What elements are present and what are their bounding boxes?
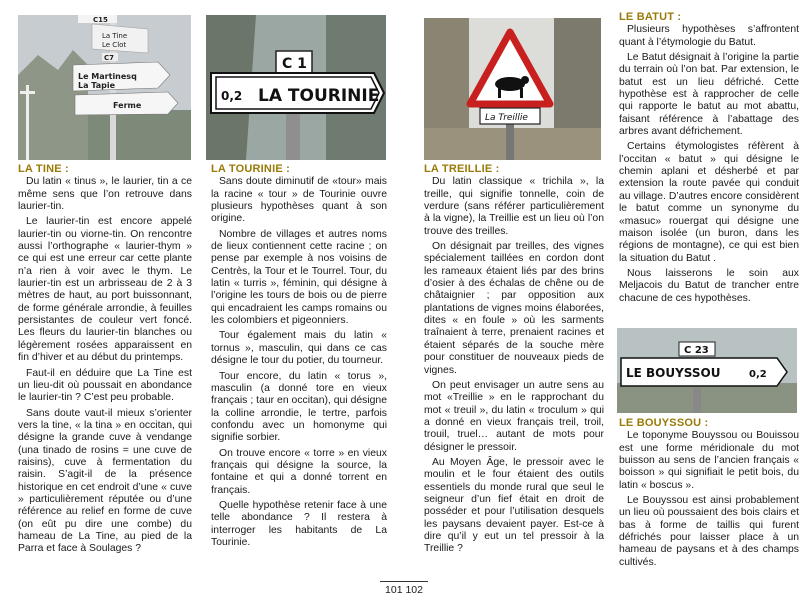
section-title: LE BATUT : (619, 11, 682, 23)
paragraph: Le laurier-tin est encore appelé laurier-tin ou viorne-tin. On rencontre aussi l’orthographe « laurier-thym » ce qui est une erreur car cette plante n’a rien à voir avec le thym. Le laurier-tin est un arbrisseau de 2 à 3 mètres de haut, au port buissonnant, de forme générale arrondie, à feuilles persistantes de couleur vert foncé. Les fleurs du laurier-tin blanches ou légèrement rosées apparaissent en fin d’hiver et au début du printemps. (18, 216, 192, 364)
paragraph: On trouve encore « torre » en vieux français qui désigne la source, la fontaine et qui a donné torrent en français. (211, 447, 387, 496)
paragraph: Tour encore, du latin « torus », masculin (a donné tore en vieux français ; taur en occitan), qui désigne la colline arrondie, le tertre, parfois confondu avec un homonyme qui signifie sorbier. (211, 370, 387, 444)
paragraph: Tour également mais du latin « tornus », masculin, qui dans ce cas désigne le tour du potier, du tourneur. (211, 330, 387, 367)
photo-la-tine (18, 15, 191, 160)
section-title: LE BOUYSSOU : (619, 417, 709, 429)
photo-la-treillie (424, 18, 601, 160)
paragraph: Certains étymologistes réfèrent à l’occitan « batut » qui désigne le chemin aplani et désherbé et par extension la route pavée qui conduit au village. D’autres encore considèrent le batut comme un synonyme du «masuc» rouergat qui désigne une maison isolée (un buron, dans les régions de montagne), ce qui est bien la situation du Batut . (619, 141, 799, 264)
road-sign-illustration (617, 328, 797, 413)
paragraph: Plusieurs hypothèses s’affrontent quant à l’étymologie du Batut. (619, 24, 799, 48)
paragraph: Nous laisserons le soin aux Meljacois du Batut de trancher entre chacune de ces hypothèses. (619, 267, 799, 304)
section-la-treillie (424, 163, 604, 559)
distance: 0,2 (749, 369, 767, 380)
sign-la-tine: La Tine (102, 32, 128, 40)
paragraph: Le Batut désignait à l’origine la partie du terrain où l’on bat. Par extension, le batut est un lieu défriché. Cette hypothèse est à rapprocher de celle qui rapporte le batut au mot abattu, faisant référence à l’abattage des arbres avant défrichement. (619, 52, 799, 138)
paragraph: Le toponyme Bouyssou ou Bouissou est une forme méridionale du mot buisson au sens de l’ancien français « boisson » qui signifiait le petit bois, du latin « boscus ». (619, 430, 799, 491)
paragraph: Au Moyen Âge, le pressoir avec le moulin et le four étaient des outils essentiels du monde rural que seul le seigneur d’un fief était en droit de posséder et pour l’utilisation desquels les paysans devaient payer. Est-ce à dire qu’il y eut un tel pressoir à la Treillie ? (424, 456, 604, 555)
paragraph: Du latin classique « trichila », la treille, qui signifie tonnelle, coin de verdure (sans référer particulièrement à la vigne), la Treillie est un lieu où l’on trouve des treilles. (424, 176, 604, 237)
photo-le-bouyssou (617, 328, 797, 413)
photo-la-tourinie (206, 15, 386, 160)
road-sign-illustration (206, 15, 386, 160)
sign-le-martinesq: Le Martinesq (78, 72, 137, 81)
paragraph: Nombre de villages et autres noms de lieux contiennent cette racine ; on pense par exemple à nos voisins de Centrès, la Tour et le Tourrel. Tour, du latin « turris », féminin, qui désigne à l’origine les tours de bois ou de pierre qui encadraient les camps romains ou les colombiers et pigeonniers. (211, 228, 387, 327)
signpost-illustration (18, 15, 191, 160)
road-number: C 23 (684, 345, 709, 356)
sign-la-treillie: La Treillie (485, 113, 528, 123)
road-number: C 1 (282, 56, 307, 72)
sign-le-clot: Le Clot (102, 41, 127, 49)
paragraph: Quelle hypothèse retenir face à une telle abondance ? Il restera à interroger les habitants de La Tourinie. (211, 499, 387, 548)
sign-la-tapie: La Tapie (78, 81, 115, 90)
section-la-tine (18, 163, 192, 559)
section-title: LA TREILLIE : (424, 163, 500, 175)
sign-ferme: Ferme (113, 101, 142, 110)
section-le-bouyssou (619, 417, 799, 572)
paragraph: Faut-il en déduire que La Tine est un lieu-dit où poussait en abondance le laurier-tin ? C’est peu probable. (18, 367, 192, 404)
sign-le-bouyssou: LE BOUYSSOU (626, 366, 721, 380)
paragraph: On peut envisager un autre sens au mot «Treillie » en le rapprochant du mot « treuil », du latin « troculum » qui a donné en vieux français treil, troil, trouil, truel… autant de mots pour désigner le pressoir. (424, 379, 604, 453)
paragraph: On désignait par treilles, des vignes spécialement taillées en cordon dont les rameaux étaient liés par des brins d’osier à des échalas de chêne ou de châtaignier ; par opposition aux plantations de vignes moins élaborées, dites « en foule » où les sarments traînaient à terre, prenaient racines et étaient séparés de la souche mère pour constituer de nouveaux pieds de vignes. (424, 241, 604, 376)
paragraph: Sans doute vaut-il mieux s’orienter vers la tine, « la tina » en occitan, qui désigne la grande cuve à vendange (una tinado de rosins = une cuve de raisins), cuve à fermentation du raisin. S’agit-il de la présence historique en cet endroit d’une « cuve » particulièrement réputée ou d’une référence au relief en forme de cuve (on eût pu dire une combe) du hameau de La Tine, au pied de la Parra et face à Soulages ? (18, 407, 192, 555)
sign-la-tourinie: LA TOURINIE (258, 86, 380, 106)
section-le-batut (619, 11, 799, 308)
paragraph: Sans doute diminutif de «tour» mais la racine « tour » de Tourinie ouvre plusieurs hypothèses quant à son origine. (211, 176, 387, 225)
page-numbers: 101 102 (380, 581, 428, 596)
cattle-sign-illustration (424, 18, 601, 160)
sign-c15: C15 (93, 16, 108, 24)
sign-c7: C7 (104, 54, 115, 62)
paragraph: Le Bouyssou est ainsi probablement un lieu où poussaient des bois clairs et bas à forme de taillis qui furent défrichés pour laisser place à un hameau de paysans et à des champs cultivés. (619, 495, 799, 568)
paragraph: Du latin « tinus », le laurier, tin a ce même sens que l’on retrouve dans laurier-tin. (18, 176, 192, 213)
distance: 0,2 (221, 89, 243, 103)
section-title: LA TOURINIE : (211, 163, 290, 175)
section-title: LA TINE : (18, 163, 69, 175)
section-la-tourinie (211, 163, 387, 552)
